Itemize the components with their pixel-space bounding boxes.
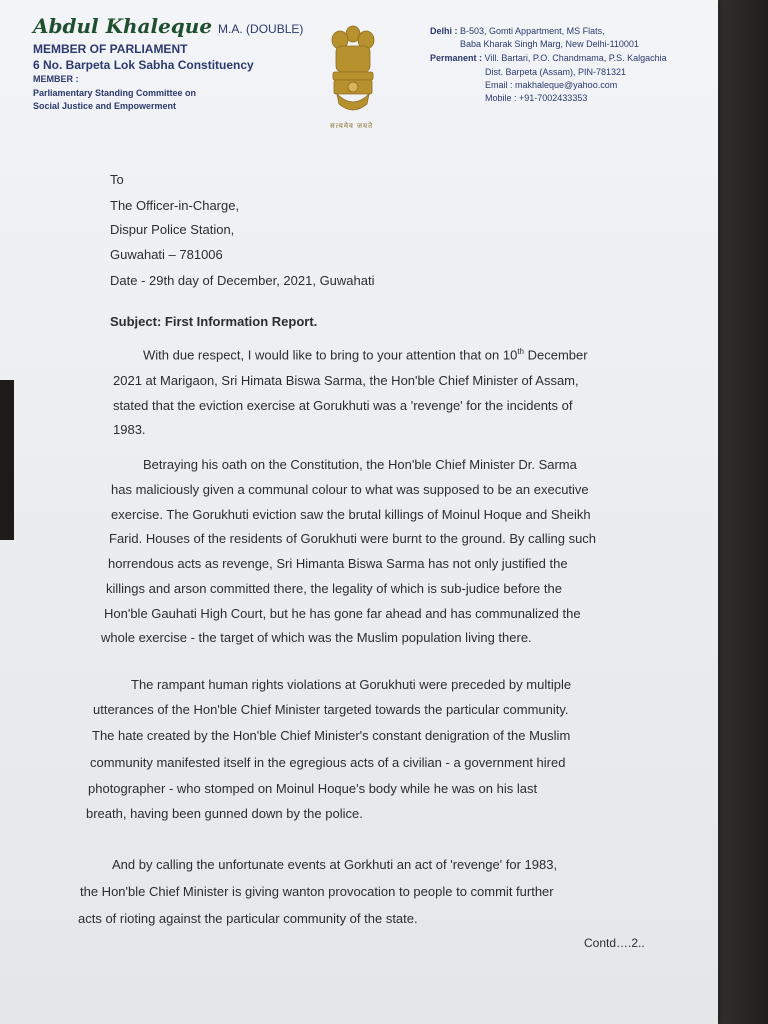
para2-line3: exercise. The Gorukhuti eviction saw the brutal killings of Moinul Hoque and Sheikh	[111, 507, 591, 522]
para2-line7: Hon'ble Gauhati High Court, but he has gone far ahead and has communalized the	[104, 606, 581, 621]
mp-degree: M.A. (DOUBLE)	[218, 22, 304, 36]
recipient-line3: Guwahati – 781006	[110, 247, 223, 262]
subject-line: Subject: First Information Report.	[110, 314, 318, 329]
para2-line1: Betraying his oath on the Constitution, the Hon'ble Chief Minister Dr. Sarma	[143, 457, 577, 472]
to-label: To	[110, 172, 124, 187]
mp-name: Abdul Khaleque	[33, 14, 213, 38]
national-emblem-icon	[325, 20, 381, 130]
para3-line6: breath, having been gunned down by the police.	[86, 806, 363, 821]
recipient-line2: Dispur Police Station,	[110, 222, 235, 237]
para1-line1	[143, 347, 588, 362]
para2-line8: whole exercise - the target of which was the Muslim population living there.	[101, 630, 532, 645]
para1-line4: 1983.	[113, 422, 146, 437]
para1-line2: 2021 at Marigaon, Sri Himata Biswa Sarma, the Hon'ble Chief Minister of Assam,	[113, 373, 579, 388]
permanent-address-line2: Dist. Barpeta (Assam), PIN-781321	[485, 67, 627, 77]
permanent-address-line1	[430, 53, 667, 63]
para1-line3: stated that the eviction exercise at Gorukhuti was a 'revenge' for the incidents of	[113, 398, 573, 413]
para1-line1-end: December	[524, 347, 588, 363]
para2-line2: has maliciously given a communal colour to what was supposed to be an executive	[111, 482, 589, 497]
permanent-label: Permanent :	[430, 53, 483, 63]
permanent-line1-text: Vill. Bartari, P.O. Chandmama, P.S. Kalgachia	[484, 53, 667, 63]
letter-date: Date - 29th day of December, 2021, Guwahati	[110, 273, 375, 288]
delhi-line1-text: B-503, Gomti Appartment, MS Flats,	[460, 26, 605, 36]
para3-line3: The hate created by the Hon'ble Chief Minister's constant denigration of the Muslim	[92, 728, 571, 743]
delhi-address-line2: Baba Kharak Singh Marg, New Delhi-110001	[460, 39, 639, 49]
emblem-caption: सत्यमेव जयते	[330, 123, 374, 130]
background-left-edge	[0, 380, 14, 540]
para4-line2: the Hon'ble Chief Minister is giving wanton provocation to people to commit further	[80, 884, 554, 899]
mobile-line: Mobile : +91-7002433353	[485, 93, 588, 103]
para4-line1: And by calling the unfortunate events at Gorkhuti an act of 'revenge' for 1983,	[112, 857, 558, 872]
delhi-label: Delhi :	[430, 26, 458, 36]
para4-line3: acts of rioting against the particular community of the state.	[78, 911, 418, 926]
delhi-address-line1	[430, 26, 605, 36]
letterhead-member-label: MEMBER :	[33, 74, 79, 84]
letterhead-committee-line1: Parliamentary Standing Committee on	[33, 88, 197, 98]
para3-line2: utterances of the Hon'ble Chief Minister targeted towards the particular community.	[93, 702, 569, 717]
letterhead-committee-line2: Social Justice and Empowerment	[33, 101, 177, 111]
letterhead-role: MEMBER OF PARLIAMENT	[33, 42, 188, 56]
para1-line1-sup: th	[517, 347, 524, 356]
para2-line4: Farid. Houses of the residents of Gorukhuti were burnt to the ground. By calling such	[109, 531, 597, 546]
para1-line1-text: With due respect, I would like to bring to your attention that on 10	[143, 347, 518, 363]
letterhead-name	[33, 14, 303, 38]
para3-line5: photographer - who stomped on Moinul Hoque's body while he was on his last	[88, 781, 538, 796]
email-line: Email : makhaleque@yahoo.com	[485, 80, 618, 90]
continued-marker: Contd….2..	[584, 936, 645, 950]
letterhead-constituency: 6 No. Barpeta Lok Sabha Constituency	[33, 58, 254, 72]
recipient-line1: The Officer-in-Charge,	[110, 198, 240, 213]
para2-line5: horrendous acts as revenge, Sri Himanta Biswa Sarma has not only justified the	[108, 556, 568, 571]
para3-line4: community manifested itself in the egregious acts of a civilian - a government hired	[90, 755, 566, 770]
para3-line1: The rampant human rights violations at Gorukhuti were preceded by multiple	[131, 677, 572, 692]
para2-line6: killings and arson committed there, the legality of which is sub-judice before the	[106, 581, 562, 596]
